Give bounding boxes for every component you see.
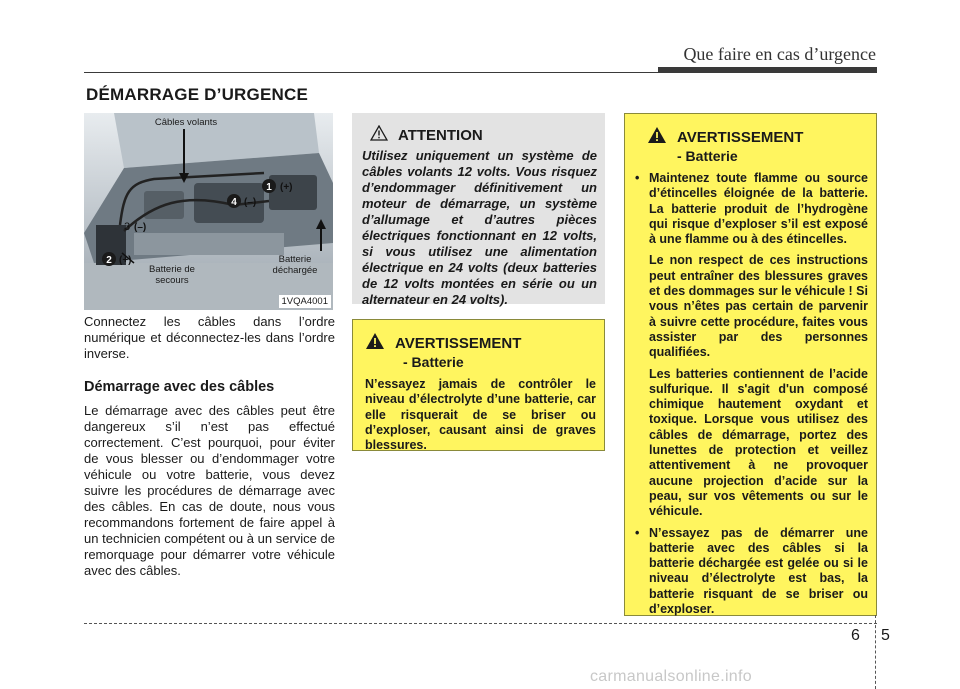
- list-item: [633, 171, 868, 520]
- warning1-header: [365, 332, 596, 354]
- warning2-item1-p2: Le non respect de ces instructions peut entraîner des blessures graves et des dommages sur le véhicule ! Si vous n’êtes pas certain de parvenir à suivre cette procédure, faites vous assister par des personnes qualifiées.: [649, 253, 868, 360]
- warning1-subtitle: - Batterie: [403, 354, 464, 370]
- list-item: [633, 526, 868, 618]
- marker-2-num: 2: [106, 255, 112, 266]
- marker-4-sign: (–): [244, 197, 257, 208]
- section-title: DÉMARRAGE D’URGENCE: [86, 85, 308, 104]
- subsection-title: Démarrage avec des câbles: [84, 379, 275, 395]
- warning1-title: AVERTISSEMENT: [395, 334, 522, 352]
- intro-paragraph: Connectez les câbles dans l’ordre numérique et déconnectez-les dans l’ordre inverse.: [84, 314, 335, 361]
- label-cables: Câbles volants: [154, 117, 218, 128]
- marker-3-sign: (–): [134, 222, 147, 233]
- warning-outline-icon: [370, 125, 388, 145]
- label-booster-battery: Batterie de secours: [149, 264, 195, 286]
- label-discharged-battery: Batterie déchargée: [272, 254, 318, 276]
- warning2-item1-p1: Maintenez toute flamme ou source d’étincelles éloignée de la batterie. La batterie produit de l’hydrogène qui risque d’exploser s’il est exposé à une flamme ou à des étincelles.: [649, 171, 868, 247]
- page-number: 5: [881, 627, 890, 644]
- marker-1-num: 1: [266, 182, 272, 193]
- warning2-list: [633, 171, 868, 617]
- attention-box: [352, 113, 605, 307]
- page-header-title: Que faire en cas d’urgence: [683, 44, 876, 64]
- warning1-text: N’essayez jamais de contrôler le niveau d’électrolyte d’une batterie, car elle risquerait de se briser ou d’exploser, causant ainsi de graves blessures.: [365, 377, 596, 453]
- bullet: •: [635, 171, 640, 185]
- marker-3-num: 3: [124, 221, 131, 233]
- watermark: carmanualsonline.info: [590, 668, 752, 685]
- warning-box-battery: [624, 113, 877, 616]
- warning2-subtitle: - Batterie: [677, 148, 738, 164]
- warning2-header: [647, 126, 868, 148]
- warning-icon: [365, 332, 385, 354]
- engine-bay-illustration: [84, 113, 333, 310]
- jump-start-figure: [84, 113, 333, 310]
- marker-4-num: 4: [231, 197, 237, 208]
- attention-text: Utilisez uniquement un système de câbles volants 12 volts. Vous risquez d’endommager définitivement un moteur de démarrage, un système d’allumage et d’autres pièces électriques fonctionnant en 12 volts, si vous utilisez une alimentation électrique en 24 volts (deux batteries de 12 volts montées en série ou un alternateur en 24 volts).: [362, 148, 597, 307]
- marker-2-sign: (+): [119, 255, 132, 266]
- footer-divider: [875, 615, 876, 689]
- warning-icon: [647, 126, 667, 148]
- warning2-title: AVERTISSEMENT: [677, 128, 804, 146]
- bullet: •: [635, 525, 640, 540]
- figure-code: 1VQA4001: [279, 295, 331, 308]
- attention-title: ATTENTION: [398, 126, 483, 144]
- header-rule: [84, 72, 877, 73]
- warning-box-electrolyte: [352, 319, 605, 451]
- warning2-item2: N’essayez pas de démarrer une batterie avec des câbles si la batterie déchargée est gelée ou si le niveau d’électrolyte est bas, la batterie risquant de se briser ou d’exploser.: [649, 525, 868, 617]
- footer-rule: [84, 623, 877, 624]
- chapter-number: 6: [851, 627, 860, 644]
- marker-1-sign: (+): [280, 182, 293, 193]
- warning2-item1-p3: Les batteries contiennent de l’acide sulfurique. Il s'agit d'un composé chimique hautement oxydant et toxique. Lorsque vous utilisez des câbles de démarrage, portez des lunettes de protection et veillez attentivement à ne provoquer aucune projection d’acide sur la peau, sur vos vêtements ou sur le véhicule.: [649, 366, 868, 519]
- subsection-paragraph: Le démarrage avec des câbles peut être dangereux s’il n’est pas effectué correctement. C’est pourquoi, pour éviter de vous blesser ou d’endommager votre véhicule ou votre batterie, vous devez suivre les procédures de démarrage avec des câbles. En cas de doute, nous vous recommandons fortement de faire appel à un technicien compétent ou à un service de remorquage pour démarrer votre véhicule avec des câbles.: [84, 403, 335, 578]
- attention-header: [370, 125, 597, 145]
